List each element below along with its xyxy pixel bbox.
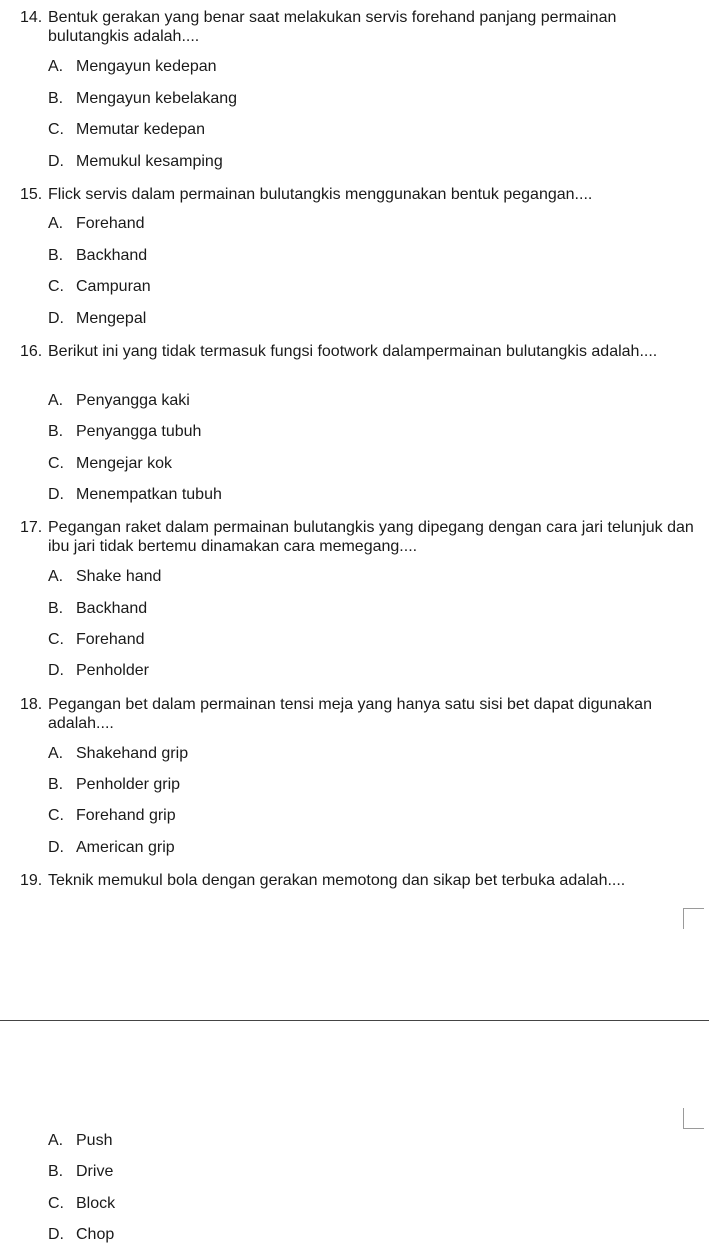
image-frame-corner-bottom bbox=[683, 1108, 704, 1129]
option-15-c bbox=[48, 277, 151, 297]
option-text: Block bbox=[76, 1195, 116, 1212]
option-text: Chop bbox=[76, 1226, 115, 1243]
question-14 bbox=[20, 8, 700, 46]
option-letter: C. bbox=[48, 1195, 64, 1212]
option-letter: D. bbox=[48, 839, 64, 856]
option-text: Mengejar kok bbox=[76, 455, 173, 472]
question-number: 15. bbox=[20, 186, 43, 203]
question-text: Flick servis dalam permainan bulutangkis menggunakan bentuk pegangan.... bbox=[48, 186, 593, 203]
option-letter: A. bbox=[48, 392, 64, 409]
option-letter: D. bbox=[48, 662, 64, 679]
option-text: Penyangga tubuh bbox=[76, 423, 202, 440]
option-17-c bbox=[48, 630, 145, 650]
option-letter: B. bbox=[48, 247, 64, 264]
option-18-b bbox=[48, 775, 180, 795]
question-15 bbox=[20, 185, 700, 204]
option-letter: B. bbox=[48, 600, 64, 617]
option-16-c bbox=[48, 454, 172, 474]
option-text: Menempatkan tubuh bbox=[76, 486, 222, 503]
option-18-a bbox=[48, 744, 188, 764]
question-19 bbox=[20, 871, 700, 890]
question-17 bbox=[20, 518, 700, 556]
option-text: Forehand bbox=[76, 631, 145, 648]
option-text: Mengepal bbox=[76, 310, 147, 327]
option-letter: C. bbox=[48, 631, 64, 648]
question-number: 16. bbox=[20, 343, 43, 360]
option-19-d bbox=[48, 1225, 114, 1245]
option-text: Penholder bbox=[76, 662, 149, 679]
question-number: 14. bbox=[20, 9, 43, 26]
option-19-b bbox=[48, 1162, 113, 1182]
option-17-b bbox=[48, 599, 147, 619]
option-letter: A. bbox=[48, 215, 64, 232]
option-text: Memutar kedepan bbox=[76, 121, 205, 138]
question-number: 17. bbox=[20, 519, 43, 536]
option-text: Push bbox=[76, 1132, 113, 1149]
question-18 bbox=[20, 695, 700, 733]
option-text: Shakehand grip bbox=[76, 745, 189, 762]
option-18-c bbox=[48, 806, 176, 826]
option-18-d bbox=[48, 838, 175, 858]
option-letter: A. bbox=[48, 58, 64, 75]
question-16 bbox=[20, 342, 700, 361]
option-14-d bbox=[48, 152, 223, 172]
option-text: Mengayun kebelakang bbox=[76, 90, 238, 107]
option-16-b bbox=[48, 422, 201, 442]
option-letter: B. bbox=[48, 1163, 64, 1180]
option-letter: D. bbox=[48, 1226, 64, 1243]
option-19-a bbox=[48, 1131, 112, 1151]
option-text: Shake hand bbox=[76, 568, 162, 585]
option-letter: C. bbox=[48, 278, 64, 295]
option-16-a bbox=[48, 391, 190, 411]
option-letter: A. bbox=[48, 1132, 64, 1149]
option-letter: C. bbox=[48, 455, 64, 472]
option-14-c bbox=[48, 120, 205, 140]
option-letter: C. bbox=[48, 121, 64, 138]
question-text: Pegangan raket dalam permainan bulutangkis yang dipegang dengan cara jari telunjuk dan ibu jari tidak bertemu dinamakan cara memegang.... bbox=[48, 519, 694, 555]
question-number: 19. bbox=[20, 872, 43, 889]
option-text: Backhand bbox=[76, 247, 148, 264]
option-17-a bbox=[48, 567, 161, 587]
option-text: Memukul kesamping bbox=[76, 153, 223, 170]
option-15-d bbox=[48, 309, 146, 329]
option-text: Drive bbox=[76, 1163, 114, 1180]
option-19-c bbox=[48, 1194, 115, 1214]
option-letter: D. bbox=[48, 486, 64, 503]
option-text: Forehand bbox=[76, 215, 145, 232]
option-letter: A. bbox=[48, 568, 64, 585]
option-letter: A. bbox=[48, 745, 64, 762]
question-text: Berikut ini yang tidak termasuk fungsi footwork dalampermainan bulutangkis adalah.... bbox=[48, 343, 658, 360]
option-text: Forehand grip bbox=[76, 807, 176, 824]
divider-line bbox=[0, 1020, 709, 1021]
question-text: Teknik memukul bola dengan gerakan memotong dan sikap bet terbuka adalah.... bbox=[48, 872, 626, 889]
image-frame-corner-top bbox=[683, 908, 704, 929]
option-15-a bbox=[48, 214, 145, 234]
option-14-b bbox=[48, 89, 237, 109]
option-letter: D. bbox=[48, 153, 64, 170]
option-17-d bbox=[48, 661, 149, 681]
option-letter: D. bbox=[48, 310, 64, 327]
question-number: 18. bbox=[20, 696, 43, 713]
option-16-d bbox=[48, 485, 222, 505]
option-text: American grip bbox=[76, 839, 175, 856]
question-text: Bentuk gerakan yang benar saat melakukan servis forehand panjang permainan bulutangkis adalah.... bbox=[48, 9, 617, 45]
option-text: Penyangga kaki bbox=[76, 392, 190, 409]
option-text: Penholder grip bbox=[76, 776, 181, 793]
question-text: Pegangan bet dalam permainan tensi meja yang hanya satu sisi bet dapat digunakan adalah.... bbox=[48, 696, 652, 732]
option-14-a bbox=[48, 57, 217, 77]
option-text: Backhand bbox=[76, 600, 148, 617]
option-letter: B. bbox=[48, 90, 64, 107]
option-text: Mengayun kedepan bbox=[76, 58, 217, 75]
option-letter: B. bbox=[48, 423, 64, 440]
option-15-b bbox=[48, 246, 147, 266]
option-letter: B. bbox=[48, 776, 64, 793]
option-letter: C. bbox=[48, 807, 64, 824]
option-text: Campuran bbox=[76, 278, 151, 295]
